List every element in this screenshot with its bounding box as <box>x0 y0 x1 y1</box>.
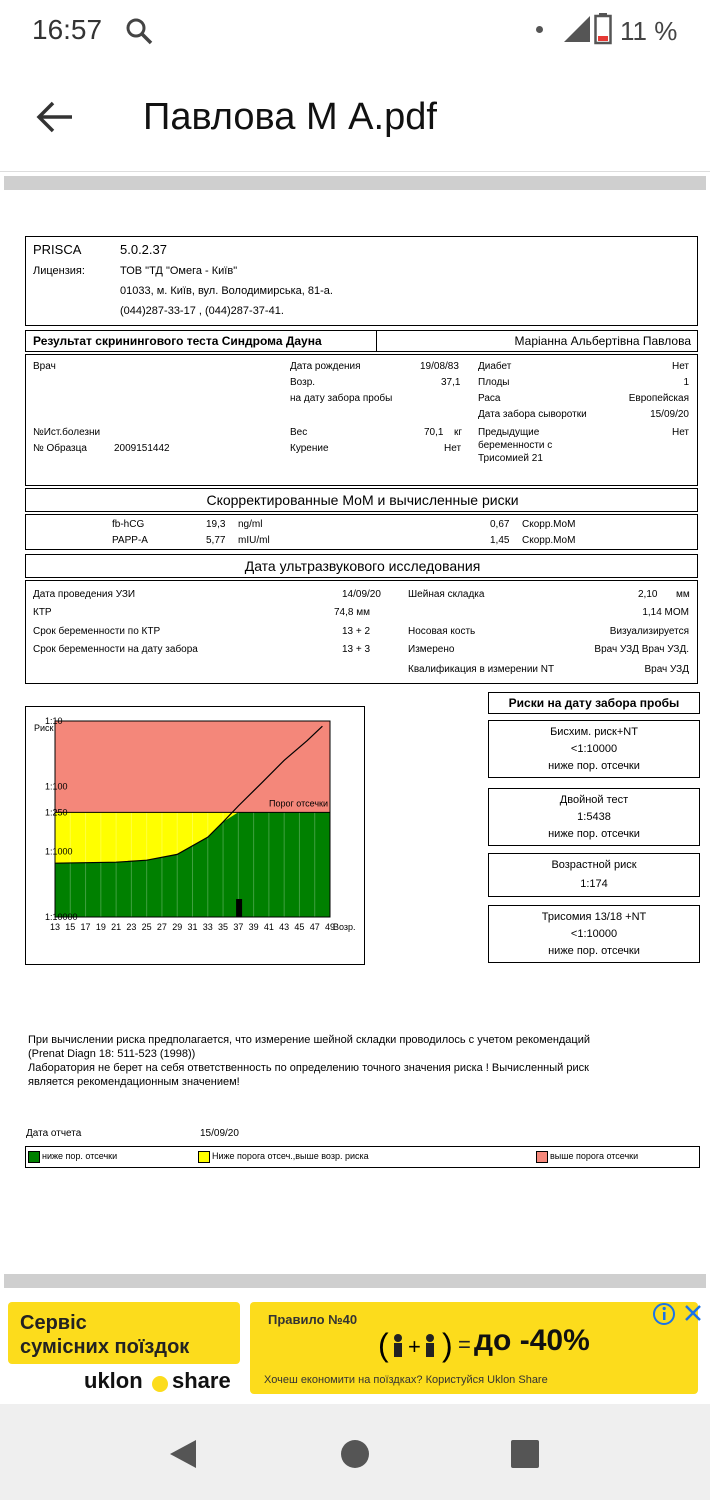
risk-box-title: Двойной тест <box>559 794 629 806</box>
software-version: 5.0.2.37 <box>120 242 167 257</box>
divider <box>376 331 377 351</box>
risk-box-note: ниже пор. отсечки <box>548 945 640 957</box>
ga-sample-label: Срок беременности на дату забора <box>33 644 198 655</box>
risk-box-title: Бисхим. риск+NT <box>550 726 638 738</box>
doctor-label: Врач <box>33 361 56 372</box>
app-bar <box>0 62 710 172</box>
us-details <box>25 580 698 684</box>
x-tick-label: 25 <box>141 922 152 932</box>
prev-label: Предыдущие <box>478 427 540 438</box>
ad-rule: Правило №40 <box>268 1312 358 1327</box>
birth-value: 19/08/83 <box>420 361 459 372</box>
note-line: Лаборатория не берет на себя ответственность по определению точного значения риска ! Вычисленный риск <box>28 1062 589 1074</box>
risk-box-trisomy <box>488 905 700 963</box>
case-label: №Ист.болезни <box>33 427 101 438</box>
x-tick-label: 49 <box>324 922 336 932</box>
x-tick-label: 17 <box>80 922 91 932</box>
marker-value: 19,3 <box>206 519 226 530</box>
y-tick-label: 1:250 <box>45 807 68 818</box>
serum-date-value: 15/09/20 <box>650 409 689 420</box>
note-line: При вычислении риска предполагается, что измерение шейной складки проводилось с учетом рекомендаций <box>28 1034 591 1046</box>
risk-chart <box>25 706 365 965</box>
status-bar <box>0 0 710 62</box>
ktr-label: КТР <box>33 607 52 618</box>
x-tick-label: 13 <box>49 922 61 932</box>
x-tick-label: 31 <box>187 922 198 932</box>
battery-percent: 11 % <box>620 16 678 46</box>
page-bottom-divider <box>4 1274 706 1288</box>
ad-brand: uklon <box>84 1368 143 1393</box>
x-axis-label: Возр. <box>333 922 356 932</box>
weight-value: 70,1 <box>424 427 444 438</box>
ad-tagline: Хочеш економити на поїздках? Користуйся Uklon Share <box>264 1374 548 1386</box>
risk-box-title: Возрастной риск <box>551 859 637 871</box>
ad-equals: = <box>458 1332 471 1357</box>
note-line: (Prenat Diagn 18: 511-523 (1998)) <box>28 1048 196 1060</box>
us-date-label: Дата проведения УЗИ <box>33 589 136 600</box>
lab-phones: (044)287-33-17 , (044)287-37-41. <box>120 305 284 317</box>
ktr-value: 74,8 мм <box>334 607 370 618</box>
x-tick-label: 27 <box>156 922 167 932</box>
y-axis-label: Риск <box>34 723 54 733</box>
sample-label: № Образца <box>33 443 87 454</box>
system-nav-bar <box>0 1404 710 1500</box>
mom-title: Скорректированные МоМ и вычисленные риски <box>206 492 519 508</box>
legend-label: ниже пор. отсечки <box>42 1151 118 1161</box>
risk-box-value: 1:174 <box>580 878 608 890</box>
marker-mom: 0,67 <box>490 519 510 530</box>
note-line: является рекомендационным значением! <box>28 1076 240 1088</box>
y-tick-label: 1:10000 <box>45 912 78 922</box>
risk-box-value: 1:5438 <box>577 811 611 823</box>
passengers-icon <box>378 1326 462 1364</box>
license-org: ТОВ "ТД "Омега - Київ" <box>120 265 238 277</box>
x-tick-label: 41 <box>263 922 274 932</box>
ad-text: Сервіс <box>20 1312 87 1334</box>
birth-label: Дата рождения <box>290 361 361 372</box>
x-tick-label: 39 <box>248 922 259 932</box>
color-legend <box>25 1146 700 1168</box>
ga-ktr-label: Срок беременности по КТР <box>33 626 161 637</box>
race-label: Раса <box>478 393 501 404</box>
smoking-value: Нет <box>444 443 462 454</box>
risks-title: Риски на дату забора пробы <box>508 696 680 710</box>
nav-back-icon[interactable] <box>168 1438 198 1470</box>
notification-dot-icon <box>536 26 543 33</box>
marker-name: PAPP-A <box>112 535 148 546</box>
x-tick-label: 37 <box>233 922 244 932</box>
report-date-label: Дата отчета <box>26 1128 82 1139</box>
x-tick-label: 23 <box>126 922 137 932</box>
ad-discount: до -40% <box>474 1324 590 1357</box>
x-tick-label: 29 <box>172 922 183 932</box>
age-value: 37,1 <box>441 377 461 388</box>
nasal-bone-label: Носовая кость <box>408 626 476 637</box>
legend-label: Ниже порога отсеч.,выше возр. риска <box>212 1151 369 1161</box>
prev-label: Трисомией 21 <box>478 453 543 464</box>
risk-box-combined <box>488 720 700 778</box>
weight-label: Вес <box>290 427 308 438</box>
patient-name: Маріанна Альбертівна Павлова <box>514 334 691 348</box>
ad-close-icon[interactable] <box>682 1302 704 1324</box>
marker-unit: ng/ml <box>238 519 263 530</box>
x-tick-label: 45 <box>294 922 305 932</box>
threshold-label: Порог отсечки <box>269 798 328 809</box>
svg-text:): ) <box>442 1327 453 1363</box>
x-tick-label: 33 <box>202 922 213 932</box>
lab-header <box>25 236 698 326</box>
result-title-row <box>25 330 698 352</box>
fetuses-value: 1 <box>683 377 689 388</box>
us-section-title <box>25 554 698 578</box>
marker-mom: 1,45 <box>490 535 510 546</box>
back-arrow-icon[interactable] <box>36 100 74 134</box>
status-time: 16:57 <box>32 14 103 45</box>
risk-box-age <box>488 853 700 897</box>
report-date-value: 15/09/20 <box>200 1128 239 1139</box>
nav-home-icon[interactable] <box>339 1438 371 1470</box>
mom-section-title <box>25 488 698 512</box>
prev-value: Нет <box>671 427 689 438</box>
serum-date-label: Дата забора сыворотки <box>478 409 587 420</box>
legend-swatch <box>28 1151 40 1163</box>
document-title: Павлова М А.pdf <box>143 96 437 138</box>
diabetes-label: Диабет <box>478 361 512 372</box>
page-top-divider <box>4 176 706 190</box>
qualification-value: Врач УЗД <box>644 664 689 675</box>
qualification-label: Квалификация в измерении NT <box>408 664 555 675</box>
nt-label: Шейная складка <box>408 589 485 600</box>
pdf-page[interactable] <box>0 176 710 1276</box>
weight-unit: кг <box>454 427 463 438</box>
us-date-value: 14/09/20 <box>342 589 381 600</box>
risk-box-value: <1:10000 <box>570 743 618 755</box>
battery-icon <box>594 13 612 45</box>
age-sub-label: на дату забора пробы <box>290 393 393 404</box>
patient-marker <box>236 899 242 917</box>
ad-info-icon[interactable] <box>652 1302 676 1326</box>
ad-brand: share <box>172 1368 231 1393</box>
y-tick-label: 1:100 <box>45 781 68 792</box>
risk-box-note: ниже пор. отсечки <box>548 760 640 772</box>
y-tick-label: 1:1000 <box>45 846 73 857</box>
x-tick-label: 43 <box>279 922 290 932</box>
nav-recents-icon[interactable] <box>510 1439 540 1469</box>
software-name: PRISCA <box>33 242 82 257</box>
x-tick-label: 21 <box>111 922 122 932</box>
marker-mom-label: Скорр.MoM <box>522 519 576 530</box>
signal-icon <box>564 16 590 42</box>
svg-text:+: + <box>408 1334 421 1359</box>
measured-value: Врач УЗД Врач УЗД. <box>594 644 689 655</box>
marker-value: 5,77 <box>206 535 226 546</box>
markers-table <box>25 514 698 550</box>
us-title: Дата ультразвукового исследования <box>244 558 481 574</box>
nasal-bone-value: Визуализируется <box>609 626 689 637</box>
license-label: Лицензия: <box>33 265 85 277</box>
marker-mom-label: Скорр.MoM <box>522 535 576 546</box>
ad-right-panel[interactable] <box>250 1302 698 1394</box>
y-tick-label: 1:10 <box>45 716 63 726</box>
fetuses-label: Плоды <box>478 377 510 388</box>
nt-mom: 1,14 MOM <box>642 607 689 618</box>
race-value: Европейская <box>628 393 689 404</box>
search-icon <box>124 16 154 46</box>
nt-value: 2,10 <box>638 589 658 600</box>
risk-box-title: Трисомия 13/18 +NT <box>541 911 647 923</box>
age-label: Возр. <box>290 377 316 388</box>
risk-box-note: ниже пор. отсечки <box>548 828 640 840</box>
nt-unit: мм <box>676 589 690 600</box>
legend-swatch <box>198 1151 210 1163</box>
x-tick-label: 19 <box>95 922 106 932</box>
sample-value: 2009151442 <box>114 443 170 454</box>
x-tick-label: 15 <box>65 922 76 932</box>
result-title: Результат скринингового теста Синдрома Дауна <box>33 334 322 348</box>
legend-label: выше порога отсечки <box>550 1151 639 1161</box>
diabetes-value: Нет <box>671 361 689 372</box>
risk-box-double <box>488 788 700 846</box>
x-tick-label: 35 <box>218 922 229 932</box>
risk-chart-svg <box>26 707 364 964</box>
marker-name: fb-hCG <box>112 519 145 530</box>
ga-sample-value: 13 + 3 <box>342 644 371 655</box>
ad-banner[interactable] <box>0 1290 710 1402</box>
ad-text: сумісних поїздок <box>20 1336 190 1358</box>
measured-label: Измерено <box>408 644 455 655</box>
heart-icon <box>152 1376 168 1392</box>
smoking-label: Курение <box>290 443 329 454</box>
ga-ktr-value: 13 + 2 <box>342 626 371 637</box>
risks-title-box <box>488 692 700 714</box>
lab-address: 01033, м. Київ, вул. Володимирська, 81-а. <box>120 285 333 297</box>
patient-details <box>25 354 698 486</box>
ad-left-panel[interactable] <box>8 1302 240 1364</box>
marker-unit: mIU/ml <box>238 535 270 546</box>
legend-swatch <box>536 1151 548 1163</box>
prev-label: беременности с <box>478 440 553 451</box>
risk-box-value: <1:10000 <box>570 928 618 940</box>
svg-text:(: ( <box>378 1327 389 1363</box>
x-tick-label: 47 <box>309 922 320 932</box>
